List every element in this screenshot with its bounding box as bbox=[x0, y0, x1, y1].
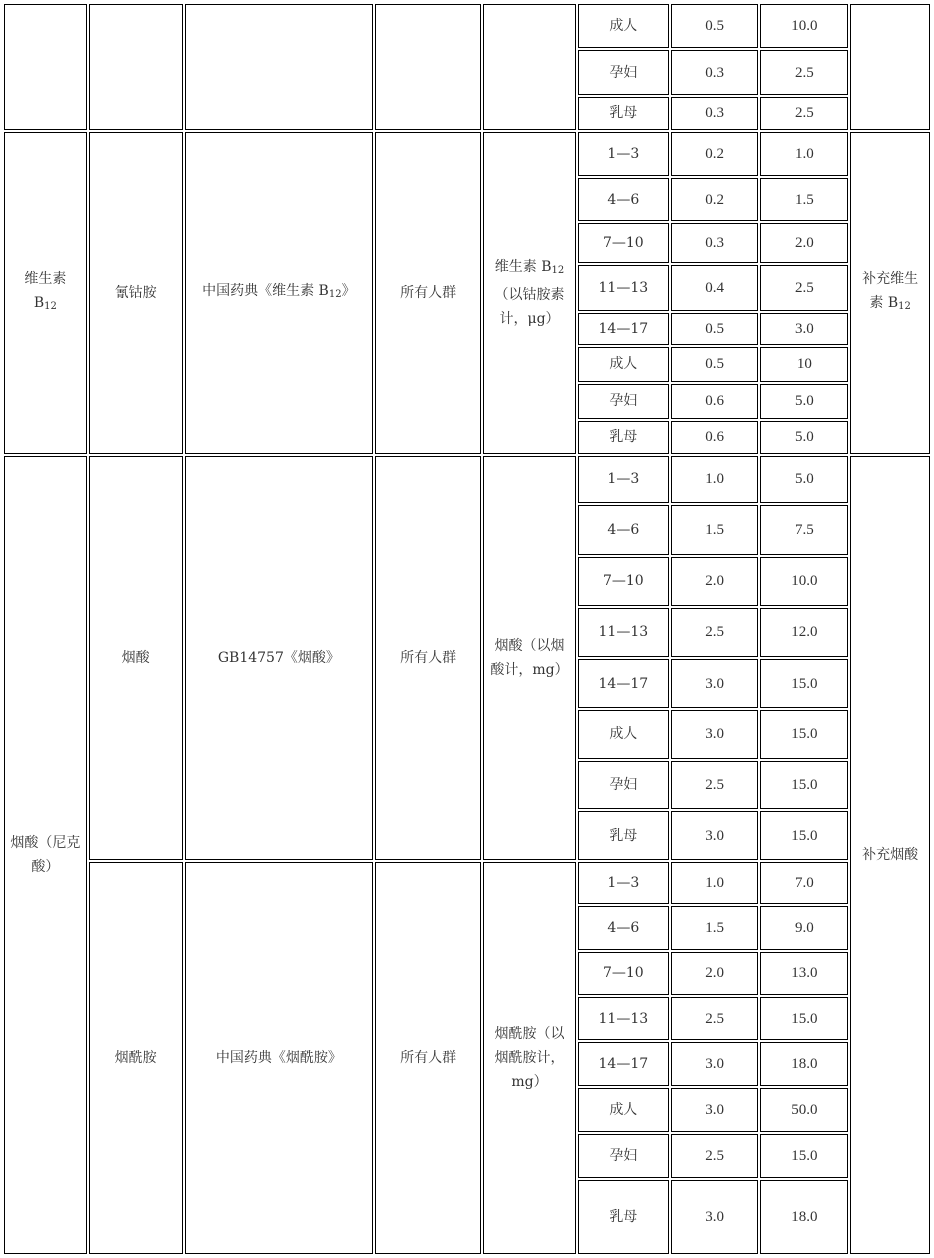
population-cell bbox=[375, 4, 481, 130]
min-dose-cell: 0.5 bbox=[671, 4, 759, 48]
population-group-cell: 11—13 bbox=[578, 608, 669, 658]
compound-cell: 烟酰胺 bbox=[89, 862, 183, 1254]
max-dose-cell: 10.0 bbox=[760, 4, 848, 48]
min-dose-cell: 3.0 bbox=[671, 811, 759, 860]
max-dose-cell: 18.0 bbox=[760, 1180, 848, 1254]
max-dose-cell: 15.0 bbox=[760, 1134, 848, 1177]
population-group-cell: 乳母 bbox=[578, 421, 669, 454]
max-dose-cell: 1.0 bbox=[760, 132, 848, 176]
max-dose-cell: 18.0 bbox=[760, 1042, 848, 1085]
nutrient-text-b: B bbox=[33, 294, 45, 311]
population-group-cell: 孕妇 bbox=[578, 384, 669, 419]
max-dose-cell: 15.0 bbox=[760, 710, 848, 759]
population-group-cell: 1—3 bbox=[578, 456, 669, 504]
population-group-cell: 成人 bbox=[578, 1088, 669, 1132]
compound-cell bbox=[89, 4, 183, 130]
min-dose-cell: 1.0 bbox=[671, 862, 759, 904]
table-row bbox=[4, 132, 930, 176]
population-group-cell: 14—17 bbox=[578, 313, 669, 345]
nutrient-subscript: 12 bbox=[44, 300, 57, 312]
min-dose-cell: 0.6 bbox=[671, 421, 759, 454]
table-row bbox=[4, 456, 930, 504]
standard-cell: 中国药典《烟酰胺》 bbox=[185, 862, 374, 1254]
max-dose-cell: 10.0 bbox=[760, 557, 848, 606]
max-dose-cell: 15.0 bbox=[760, 997, 848, 1040]
population-cell: 所有人群 bbox=[375, 862, 481, 1254]
max-dose-cell: 15.0 bbox=[760, 659, 848, 708]
max-dose-cell: 3.0 bbox=[760, 313, 848, 345]
max-dose-cell: 15.0 bbox=[760, 761, 848, 810]
purpose-subscript: 12 bbox=[898, 300, 911, 312]
nutrient-cell bbox=[4, 132, 87, 454]
min-dose-cell: 1.0 bbox=[671, 456, 759, 504]
population-group-cell: 14—17 bbox=[578, 659, 669, 708]
population-group-cell: 成人 bbox=[578, 710, 669, 759]
min-dose-cell: 2.5 bbox=[671, 608, 759, 658]
max-dose-cell: 5.0 bbox=[760, 421, 848, 454]
nutrient-dosage-table bbox=[2, 2, 932, 1256]
population-group-cell: 4—6 bbox=[578, 505, 669, 555]
population-group-cell: 成人 bbox=[578, 4, 669, 48]
min-dose-cell: 0.3 bbox=[671, 50, 759, 94]
population-group-cell: 7—10 bbox=[578, 223, 669, 262]
population-cell: 所有人群 bbox=[375, 132, 481, 454]
unit-cell: 烟酰胺（以烟酰胺计，mg） bbox=[483, 862, 576, 1254]
standard-cell: GB14757《烟酸》 bbox=[185, 456, 374, 860]
table-row bbox=[4, 4, 930, 48]
min-dose-cell: 0.2 bbox=[671, 178, 759, 221]
max-dose-cell: 10 bbox=[760, 347, 848, 382]
population-group-cell: 4—6 bbox=[578, 906, 669, 949]
min-dose-cell: 1.5 bbox=[671, 906, 759, 949]
standard-text: 中国药典《维生素 B bbox=[202, 282, 329, 299]
max-dose-cell: 2.0 bbox=[760, 223, 848, 262]
population-group-cell: 1—3 bbox=[578, 862, 669, 904]
min-dose-cell: 2.5 bbox=[671, 997, 759, 1040]
max-dose-cell: 1.5 bbox=[760, 178, 848, 221]
max-dose-cell: 7.0 bbox=[760, 862, 848, 904]
population-cell: 所有人群 bbox=[375, 456, 481, 860]
purpose-cell bbox=[850, 4, 930, 130]
min-dose-cell: 0.2 bbox=[671, 132, 759, 176]
min-dose-cell: 2.5 bbox=[671, 1134, 759, 1177]
min-dose-cell: 1.5 bbox=[671, 505, 759, 555]
max-dose-cell: 5.0 bbox=[760, 384, 848, 419]
min-dose-cell: 0.5 bbox=[671, 347, 759, 382]
population-group-cell: 4—6 bbox=[578, 178, 669, 221]
population-group-cell: 11—13 bbox=[578, 265, 669, 312]
purpose-cell bbox=[850, 132, 930, 454]
standard-cell bbox=[185, 4, 374, 130]
unit-cell: 烟酸（以烟酸计，mg） bbox=[483, 456, 576, 860]
standard-cell bbox=[185, 132, 374, 454]
nutrient-cell: 烟酸（尼克酸） bbox=[4, 456, 87, 1254]
population-group-cell: 孕妇 bbox=[578, 50, 669, 94]
min-dose-cell: 2.5 bbox=[671, 761, 759, 810]
min-dose-cell: 0.4 bbox=[671, 265, 759, 312]
compound-cell: 烟酸 bbox=[89, 456, 183, 860]
population-group-cell: 乳母 bbox=[578, 97, 669, 130]
unit-cell bbox=[483, 132, 576, 454]
population-group-cell: 14—17 bbox=[578, 1042, 669, 1085]
min-dose-cell: 3.0 bbox=[671, 1042, 759, 1085]
population-group-cell: 孕妇 bbox=[578, 761, 669, 810]
nutrient-text: 维生素 bbox=[24, 270, 67, 287]
compound-cell: 氰钴胺 bbox=[89, 132, 183, 454]
population-group-cell: 1—3 bbox=[578, 132, 669, 176]
unit-cell bbox=[483, 4, 576, 130]
max-dose-cell: 9.0 bbox=[760, 906, 848, 949]
max-dose-cell: 2.5 bbox=[760, 50, 848, 94]
max-dose-cell: 2.5 bbox=[760, 265, 848, 312]
population-group-cell: 乳母 bbox=[578, 811, 669, 860]
purpose-text: 补充维生素 B bbox=[862, 270, 919, 311]
min-dose-cell: 3.0 bbox=[671, 710, 759, 759]
nutrient-cell bbox=[4, 4, 87, 130]
min-dose-cell: 0.3 bbox=[671, 97, 759, 130]
max-dose-cell: 50.0 bbox=[760, 1088, 848, 1132]
min-dose-cell: 3.0 bbox=[671, 1088, 759, 1132]
population-group-cell: 7—10 bbox=[578, 952, 669, 995]
unit-text: 维生素 B bbox=[494, 258, 552, 275]
max-dose-cell: 13.0 bbox=[760, 952, 848, 995]
min-dose-cell: 2.0 bbox=[671, 952, 759, 995]
purpose-cell: 补充烟酸 bbox=[850, 456, 930, 1254]
unit-subscript: 12 bbox=[551, 264, 565, 276]
min-dose-cell: 0.5 bbox=[671, 313, 759, 345]
max-dose-cell: 2.5 bbox=[760, 97, 848, 130]
population-group-cell: 孕妇 bbox=[578, 1134, 669, 1177]
max-dose-cell: 5.0 bbox=[760, 456, 848, 504]
population-group-cell: 乳母 bbox=[578, 1180, 669, 1254]
max-dose-cell: 12.0 bbox=[760, 608, 848, 658]
standard-subscript: 12 bbox=[328, 288, 342, 300]
population-group-cell: 7—10 bbox=[578, 557, 669, 606]
min-dose-cell: 3.0 bbox=[671, 659, 759, 708]
min-dose-cell: 0.3 bbox=[671, 223, 759, 262]
max-dose-cell: 7.5 bbox=[760, 505, 848, 555]
table-row bbox=[4, 862, 930, 904]
standard-text-end: 》 bbox=[341, 282, 356, 299]
min-dose-cell: 3.0 bbox=[671, 1180, 759, 1254]
min-dose-cell: 0.6 bbox=[671, 384, 759, 419]
population-group-cell: 11—13 bbox=[578, 997, 669, 1040]
population-group-cell: 成人 bbox=[578, 347, 669, 382]
max-dose-cell: 15.0 bbox=[760, 811, 848, 860]
table-body bbox=[4, 4, 930, 1254]
min-dose-cell: 2.0 bbox=[671, 557, 759, 606]
unit-text-end: （以钴胺素计，μg） bbox=[494, 286, 565, 327]
